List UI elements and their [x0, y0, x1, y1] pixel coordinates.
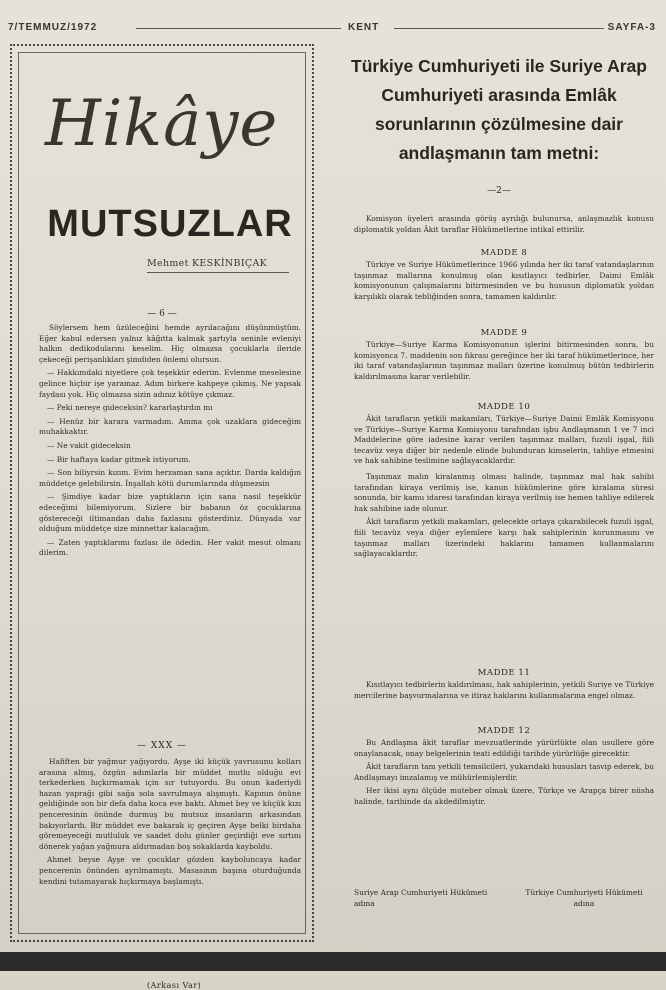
newspaper-name: KENT	[348, 22, 380, 33]
treaty-paragraph: Türkiye—Suriye Karma Komisyonunun işlerini bitirmesinden sonra, bu komisyonca 7. maddenin son fıkrası gereğince her iki taraf hükümetlerince, her iki taraf vatandaşlarının taşınmaz malları üzerine konulmuş bütün tedbirlerin kaldırılmasına karar verilebilir.	[354, 340, 654, 381]
article-title: MADDE 9	[480, 328, 528, 338]
treaty-intro	[354, 214, 654, 235]
author-underline	[147, 272, 289, 273]
story-paragraph: — Zaten yaptıklarımı fazlası ile ödedin. Her vakit mesut olmanı dilerim.	[39, 537, 301, 558]
story-paragraph: — Ne vakit gideceksin	[47, 440, 131, 450]
treaty-headline: Türkiye Cumhuriyeti ile Suriye Arap Cumhuriyeti arasında Emlâk sorunlarının çözülmesine dair andlaşmanın tam metni:	[351, 56, 647, 163]
treaty-paragraph: Kısıtlayıcı tedbirlerin kaldırılması, hak sahiplerinin, yetkili Suriye ve Türkiye mercilerine başvurmalarına ve itiraz haklarını kullanmalarına engel olmaz.	[354, 680, 654, 700]
story-separator: — XXX —	[137, 741, 187, 751]
treaty-paragraph: Her ikisi aynı ölçüde muteber olmak üzere, Türkçe ve Arapça birer nüsha halinde, tarihinde da akdedilmiştir.	[354, 786, 654, 806]
story-paragraph: — Bir haftaya kadar gitmek istiyorum.	[47, 454, 191, 464]
page-number: SAYFA-3	[607, 22, 656, 33]
section-title: Hikâye	[45, 87, 279, 161]
page-bottom-edge	[0, 952, 666, 971]
page-header	[6, 22, 660, 36]
issue-date: 7/TEMMUZ/1972	[8, 22, 98, 33]
article-title: MADDE 11	[477, 668, 531, 678]
story-paragraph: — Peki nereye gideceksin? kararlaştırdın mı	[47, 403, 213, 413]
story-paragraph: — Hakkımdaki niyetlere çok teşekkür ederim. Evlenme meselesine gelince hiçbir işe yaramaz. Adım birkere kahpeye çıkmış. Ne yapsak faydası yok. Hiç olmazsa sizin adınız kötüye çıkmaz.	[39, 368, 301, 399]
header-rule-right	[394, 28, 604, 29]
story-text	[39, 323, 301, 559]
treaty-paragraph: Âkit tarafların yetkili makamları, Türkiye—Suriye Daimi Emlâk Komisyonu ve Türkiye—Suriye Karma Komisyonu tarafından işbu Andlaşmanın 1 ve 7 inci Maddelerine göre iadesine karar verilen taşınmaz malları, fuzuli işgal, fiili tecavüz veya diğer bir nedenle elinde bulunduran kimselerin, tahliye etmesini ve hak sahibine teslimine sağlayacaklardır.	[354, 414, 654, 466]
story-box	[10, 44, 314, 990]
article-title: MADDE 12	[477, 726, 531, 736]
article-title: MADDE 10	[477, 402, 531, 412]
story-inner-frame	[18, 52, 306, 990]
story-paragraph: — Son biliyrsin kızım. Evim herzaman sana açıktır. Darda kaldığın müddetçe gelebilirsin. İnşallah kötü durumlarında düşmezsin	[39, 468, 301, 488]
article-title: MADDE 8	[480, 248, 528, 258]
signature-turkey: Türkiye Cumhuriyeti Hükümeti adına	[525, 888, 643, 908]
article-body	[354, 738, 654, 808]
treaty-paragraph: Komisyon üyeleri arasında görüş ayrılığı bulunursa, anlaşmazlık konusu diplomatik yoldan Âkit taraflar Hükümetlerine intikal ettirilir.	[354, 214, 654, 234]
story-paragraph: Söylersem hem üzüleceğini hemde ayrılacağını düşünmüştüm. Eğer kabul edersen yalnız kâğıtta kalmak şartıyla seninle evleniyi halkın dedikodularını keselim. Hiç olmazsa çocuklarla ileride çekeceği perişanlıkları şimdiden önlemi olursun.	[39, 323, 301, 364]
continued-note: (Arkası Var)	[147, 981, 202, 990]
article-body	[354, 260, 654, 302]
treaty-paragraph: Türkiye ve Suriye Hükümetlerince 1966 yılında her iki taraf vatandaşlarının taşınmaz mallarına konulmuş olan kısıtlayıcı tedbirler, Daimi Emlâk komisyonunun çalışmalarını bitirmesinden ve bu hususun diplomatik yoldan karşılıklı olarak tebliğinden sonra, tamamen kaldırılır.	[354, 260, 654, 301]
article-body	[354, 340, 654, 382]
story-paragraph: Ahmet beyse Ayşe ve çocuklar gözden kayboluncaya kadar pencerenin önünden ayrılmamıştı. Masasının başına oturduğunda kendini tutamayarak hıçkırmaya başlamıştı.	[39, 855, 301, 886]
story-paragraph: — Henüz bir karara varmadım. Amma çok uzaklara gideceğim muhakkaktır.	[39, 416, 301, 437]
treaty-paragraph: Âkit tarafların yetkili makamları, gelecekte ortaya çıkarabilecek fuzuli işgal, fiili tecavüz veya diğer eylemlere karşı hak sahiplerinin korunmasını ve taşınmaz malları üzerindeki haklarını tamamen kullanmalarını sağlayacaklardır.	[354, 517, 654, 559]
story-part-number: — 6 —	[147, 309, 177, 319]
treaty-paragraph: Bu Andlaşma âkit taraflar mevzuatlerinde yürürlükte olan usullere göre onaylanacak, onay belgelerinin teati edildiği tarihde yürürlüğe girecektir.	[354, 738, 654, 758]
story-text-continued	[39, 757, 301, 887]
story-author: Mehmet KESKİNBIÇAK	[147, 258, 267, 269]
article-body	[354, 414, 654, 560]
treaty-paragraph: Taşınmaz malın kiralanmış olması halinde, taşınmaz mal hak sahibi tarafından kiraya verilmiş ise, kanun hükümlerine göre kiralama süresi sonunda, bir kamu idaresi tarafından kiraya verilmiş ise hemen tahliye edilerek hak sahibine iade olunur.	[354, 471, 654, 513]
treaty-part-number: —2—	[487, 186, 511, 196]
story-title: MUTSUZLAR	[47, 203, 293, 245]
header-rule-left	[136, 28, 341, 29]
story-paragraph: — Şimdiye kadar bize yaptıkların için sana nasıl teşekkür edeceğimi bilemiyorum. Sizlere bir babanın öz çocuklarına göstereceği iltimandan daha fazlasını gösterdiniz. Dünyada var olduğum müddetçe size minnettar kalacağım.	[39, 492, 301, 534]
story-paragraph: Hafiften bir yağmur yağıyordu. Ayşe iki küçük yavrusunu kolları arasına almış, özgün adımlarla bir müddet mutlu olduğu evi terkederken hıçkırmamak için sır tutuyordu. Bu onun kaderiydi hazan yaprağı gibi sağa sola savrulmaya alışmıştı. Kapının önüne geldiğinde son bir defa daha koca eve baktı. Ahmet bey ve küçük kızı penceresinin önünde durmuş bu mutsuz insanların arkasından bakıyorlardı. Bir müddet eve bakarak iç geçiren Ayşe belki birdaha göremeyeceği mutluluk ve saadet dolu günler geçirdiği eve sırtını dönerek yağan yağmura aldırmadan boş sokaklarda kayboldu.	[39, 757, 301, 851]
treaty-paragraph: Âkit tarafların tam yetkili temsilcileri, yukarıdaki hususları tasvip ederek, bu Andlaşmayı imzalamış ve mühürlemişlerdir.	[354, 762, 654, 782]
signature-syria: Suriye Arap Cumhuriyeti Hükümeti adına	[354, 888, 488, 908]
article-body	[354, 680, 654, 701]
